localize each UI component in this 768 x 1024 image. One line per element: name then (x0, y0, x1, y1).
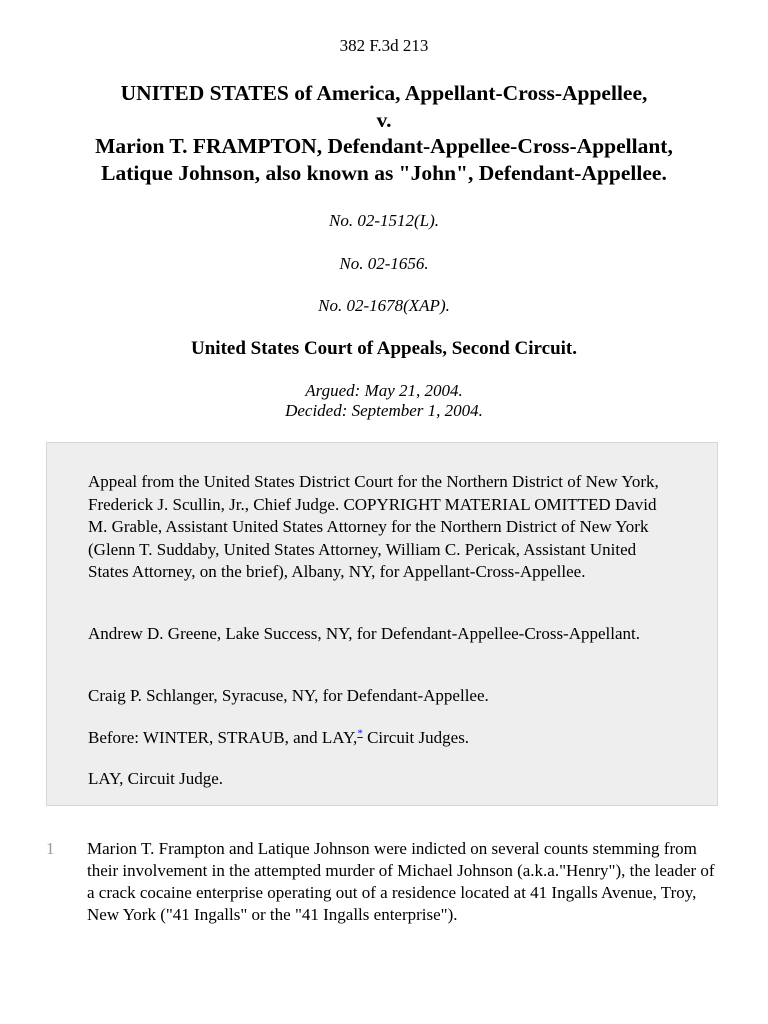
decided-date: Decided: September 1, 2004. (285, 401, 483, 420)
opinion-paragraph: Marion T. Frampton and Latique Johnson were indicted on several counts stemming from their involvement in the attempted murder of Michael Johnson (a.k.a."Henry"), the leader of a crack cocaine enterprise operating out of a residence located at 41 Ingalls Avenue, Troy, New York ("41 Ingalls" or the "41 Ingalls enterprise"). (87, 839, 715, 924)
panel-judges (88, 727, 678, 750)
argued-date: Argued: May 21, 2004. (305, 381, 463, 400)
docket-number: No. 02-1656. (339, 254, 429, 273)
counsel-appeal-from: Appeal from the United States District Court for the Northern District of New York, Frederick J. Scullin, Jr., Chief Judge. COPYRIGHT MATERIAL OMITTED David M. Grable, Assistant United States Attorney for the Northern District of New York (Glenn T. Suddaby, United States Attorney, William C. Pericak, Assistant United States Attorney, on the brief), Albany, NY, for Appellant-Cross-Appellee. (88, 472, 659, 581)
court-name: United States Court of Appeals, Second Circuit. (191, 338, 577, 359)
caption-defendant-johnson: Latique Johnson, also known as "John", Defendant-Appellee. (101, 160, 667, 185)
caption-defendant-frampton: Marion T. FRAMPTON, Defendant-Appellee-Cross-Appellant, (95, 134, 673, 158)
counsel-greene: Andrew D. Greene, Lake Success, NY, for Defendant-Appellee-Cross-Appellant. (88, 624, 641, 643)
caption-appellant: UNITED STATES of America, Appellant-Cross-Appellee, (120, 81, 648, 105)
case-citation: 382 F.3d 213 (339, 36, 429, 55)
docket-number: No. 02-1512(L). (328, 211, 440, 230)
footnote-link[interactable]: * (357, 727, 363, 740)
case-caption (0, 80, 768, 186)
caption-versus: v. (376, 107, 392, 132)
panel-judges-suffix: Circuit Judges. (362, 728, 470, 747)
opinion-author: LAY, Circuit Judge. (88, 769, 224, 788)
case-dates (0, 381, 768, 421)
counsel-box (46, 442, 718, 806)
panel-judges-prefix: Before: WINTER, STRAUB, and LAY, (88, 728, 358, 747)
counsel-schlanger: Craig P. Schlanger, Syracuse, NY, for Defendant-Appellee. (88, 686, 489, 705)
docket-number: No. 02-1678(XAP). (318, 296, 450, 315)
paragraph-number: 1 (46, 839, 55, 858)
